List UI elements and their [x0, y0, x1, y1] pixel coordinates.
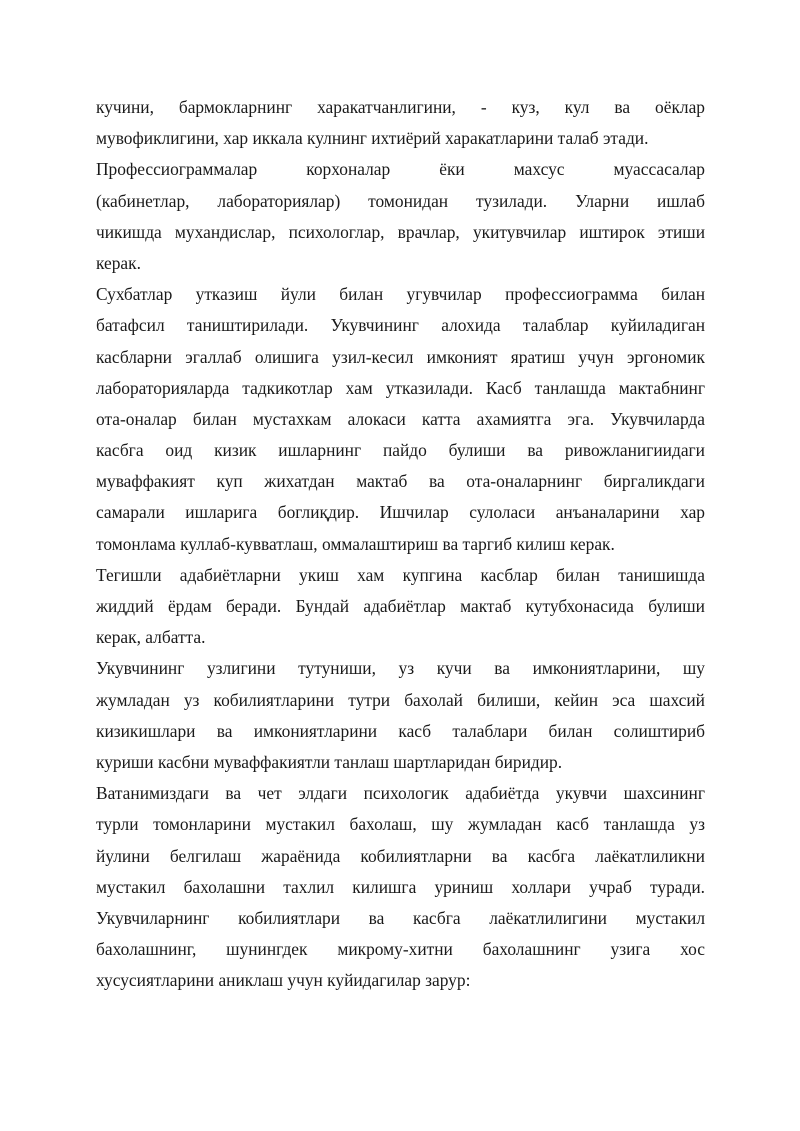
text-line: хусусиятларини аниклаш учун куйидагилар зарур:: [96, 970, 471, 991]
text-line: кизикишлари ва имкониятларини касб талаблари билан солиштириб: [96, 720, 705, 741]
text-line: керак.: [96, 252, 141, 273]
text-line: чикишда мухандислар, психологлар, врачлар, укитувчилар иштирок этиши: [96, 221, 705, 242]
text-line: Тегишли адабиётларни укиш хам купгина касблар билан танишишда: [96, 564, 705, 585]
text-line: касбларни эгаллаб олишига узил-кесил имконият яратиш учун эргономик: [96, 346, 705, 367]
paragraph: [96, 653, 705, 778]
text-line: Укувчиларнинг кобилиятлари ва касбга лаёкатлилигини мустакил: [96, 907, 705, 928]
document-page: [96, 92, 705, 996]
text-line: жиддий ёрдам беради. Бундай адабиётлар мактаб кутубхонасида булиши: [96, 596, 705, 616]
text-line: бахолашнинг, шунингдек микрому-хитни бахолашнинг узига хос: [96, 939, 705, 960]
paragraph: [96, 154, 705, 279]
paragraph: [96, 778, 705, 996]
text-line: куриши касбни муваффакиятли танлаш шартларидан биридир.: [96, 751, 563, 772]
text-line: (кабинетлар, лабораториялар) томонидан тузилади. Уларни ишлаб: [96, 190, 705, 211]
paragraph: [96, 560, 705, 654]
text-line: Ватанимиздаги ва чет элдаги психологик адабиётда укувчи шахсининг: [96, 783, 705, 804]
text-line: муваффакият куп жихатдан мактаб ва ота-оналарнинг биргаликдаги: [96, 471, 705, 492]
text-line: кучини, бармокларнинг харакатчанлигини, - куз, кул ва оёклар: [96, 97, 705, 117]
text-line: йулини белгилаш жараёнида кобилиятларни ва касбга лаёкатлиликни: [96, 845, 705, 866]
text-line: Сухбатлар утказиш йули билан угувчилар профессиограмма билан: [96, 284, 705, 305]
text-line: самарали ишларига боглиқдир. Ишчилар сулоласи анъаналарини хар: [96, 502, 705, 523]
text-line: ота-оналар билан мустахкам алокаси катта ахамиятга эга. Укувчиларда: [96, 408, 705, 429]
text-line: Укувчининг узлигини тутуниши, уз кучи ва имкониятларини, шу: [96, 658, 705, 679]
text-line: керак, албатта.: [96, 627, 206, 648]
text-line: мустакил бахолашни тахлил килишга уриниш холлари учраб туради.: [96, 876, 705, 897]
text-line: мувофиклигини, хар иккала кулнинг ихтиёрий харакатларини талаб этади.: [96, 128, 649, 149]
text-line: томонлама куллаб-кувватлаш, оммалаштириш ва таргиб килиш керак.: [96, 533, 615, 554]
text-line: лабораторияларда тадкикотлар хам утказилади. Касб танлашда мактабнинг: [96, 377, 705, 398]
text-line: батафсил таништирилади. Укувчининг алохида талаблар куйиладиган: [96, 315, 705, 336]
text-line: турли томонларини мустакил бахолаш, шу жумладан касб танлашда уз: [96, 814, 705, 835]
text-line: жумладан уз кобилиятларини тутри бахолай билиши, кейин эса шахсий: [96, 689, 705, 710]
paragraph: [96, 279, 705, 560]
paragraph: [96, 92, 705, 154]
text-line: Профессиограммалар корхоналар ёки махсус муассасалар: [96, 159, 705, 180]
text-line: касбга оид кизик ишларнинг пайдо булиши ва ривожланигиидаги: [96, 440, 705, 461]
